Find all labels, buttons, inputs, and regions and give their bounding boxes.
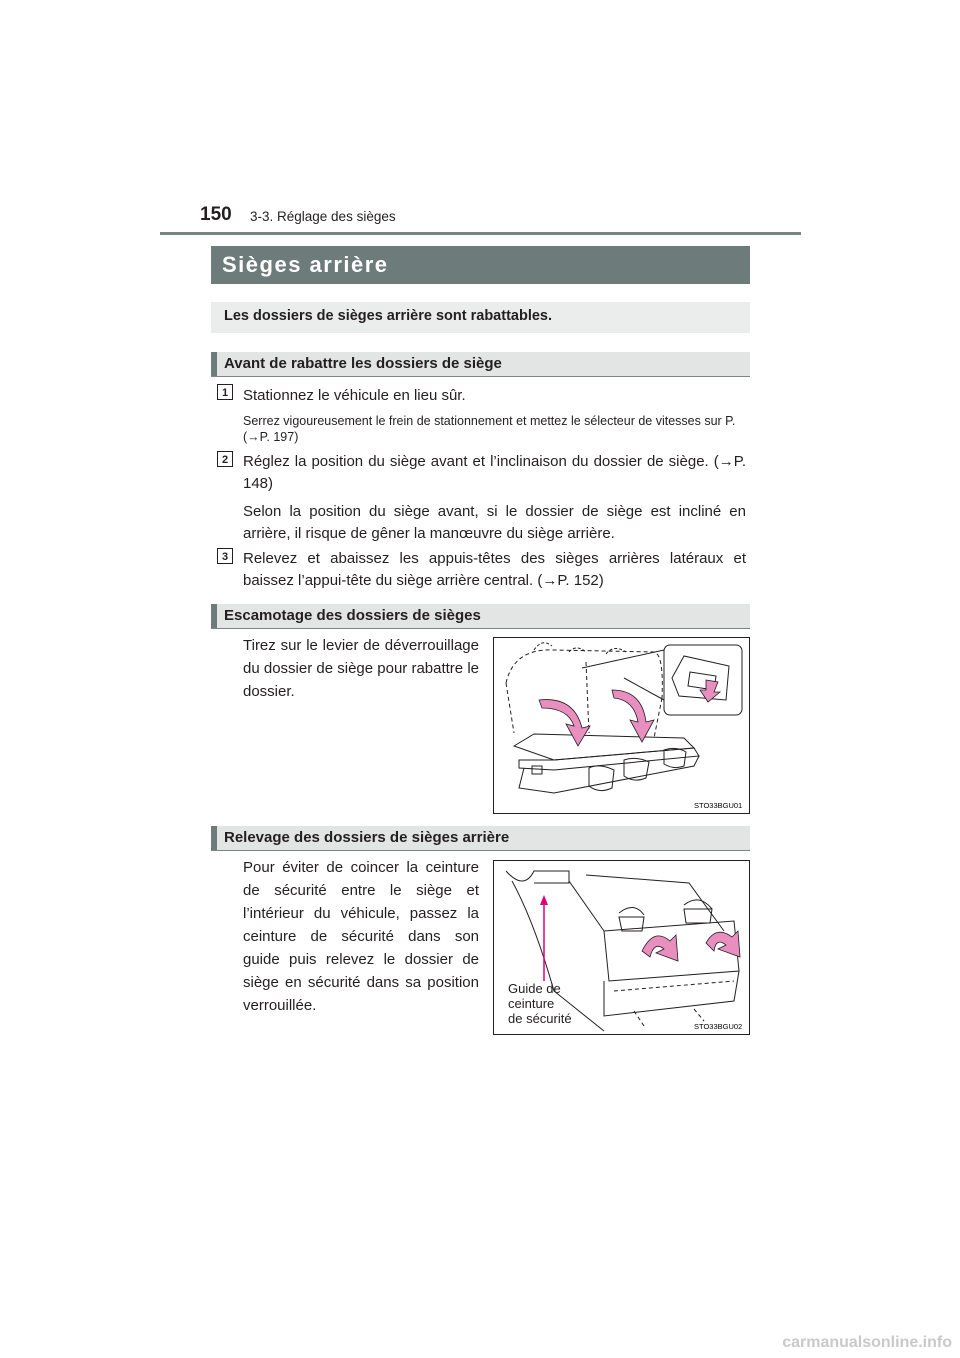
page-title: Sièges arrière (222, 252, 389, 277)
step-number-1: 1 (217, 384, 233, 400)
section-heading-text: Relevage des dossiers de sièges arrière (224, 829, 510, 846)
section-marker (211, 352, 217, 376)
step-2-text: Réglez la position du siège avant et l’inclinaison du dossier de siège. (→P. 148) (243, 453, 746, 492)
header-rule (160, 232, 801, 235)
figure-folding-seatbacks (493, 637, 750, 814)
step-number-3: 3 (217, 548, 233, 564)
watermark: carmanualsonline.info (782, 1334, 952, 1351)
fold-arrow-right-icon (612, 690, 654, 742)
section-heading-returning (211, 826, 750, 851)
fold-arrow-left-icon (539, 700, 590, 746)
figure-code: STO33BGU01 (694, 801, 743, 810)
callout-arrowhead-icon (540, 895, 548, 905)
step-2-note: Selon la position du siège avant, si le dossier de siège est incliné en arrière, il risque de gêner la manœuvre du siège arrière. (243, 503, 746, 542)
section-marker (211, 604, 217, 628)
folding-instructions: Tirez sur le levier de déverrouillage du dossier de siège pour rabattre le dossier. (243, 637, 479, 700)
chapter-title: 3-3. Réglage des sièges (250, 209, 396, 224)
section-heading-before-folding (211, 352, 750, 377)
intro-text: Les dossiers de sièges arrière sont rabattables. (224, 308, 553, 324)
step-3-text: Relevez et abaissez les appuis-têtes des sièges arrières latéraux et baissez l’appui-tête du siège arrière central. (→P. 152) (243, 550, 746, 589)
raise-arrow-right-icon (706, 931, 740, 957)
raise-arrow-left-icon (642, 935, 678, 961)
step-number-2: 2 (217, 451, 233, 467)
returning-instructions: Pour éviter de coincer la ceinture de sécurité entre le siège et l’intérieur du véhicule, passez la ceinture de sécurité dans son guide puis relevez le dossier de siège en sécurité dans sa position verrouillée. (243, 859, 479, 1014)
step-1-text: Stationnez le véhicule en lieu sûr. (243, 387, 466, 404)
folding-seat-illustration (494, 638, 749, 813)
page-number: 150 (200, 204, 232, 225)
lever-arrow-icon (700, 680, 720, 702)
section-heading-text: Escamotage des dossiers de sièges (224, 607, 481, 624)
returning-seat-illustration (494, 861, 749, 1034)
callout-label: Guide de ceinture de sécurité (508, 981, 572, 1026)
section-heading-folding (211, 604, 750, 629)
section-heading-text: Avant de rabattre les dossiers de siège (224, 355, 502, 372)
figure-returning-seatbacks (493, 860, 750, 1035)
section-marker (211, 826, 217, 850)
figure-code: STO33BGU02 (694, 1022, 743, 1031)
step-1-note: Serrez vigoureusement le frein de stationnement et mettez le sélecteur de vitesses sur P. (→P. 197) (243, 414, 736, 444)
